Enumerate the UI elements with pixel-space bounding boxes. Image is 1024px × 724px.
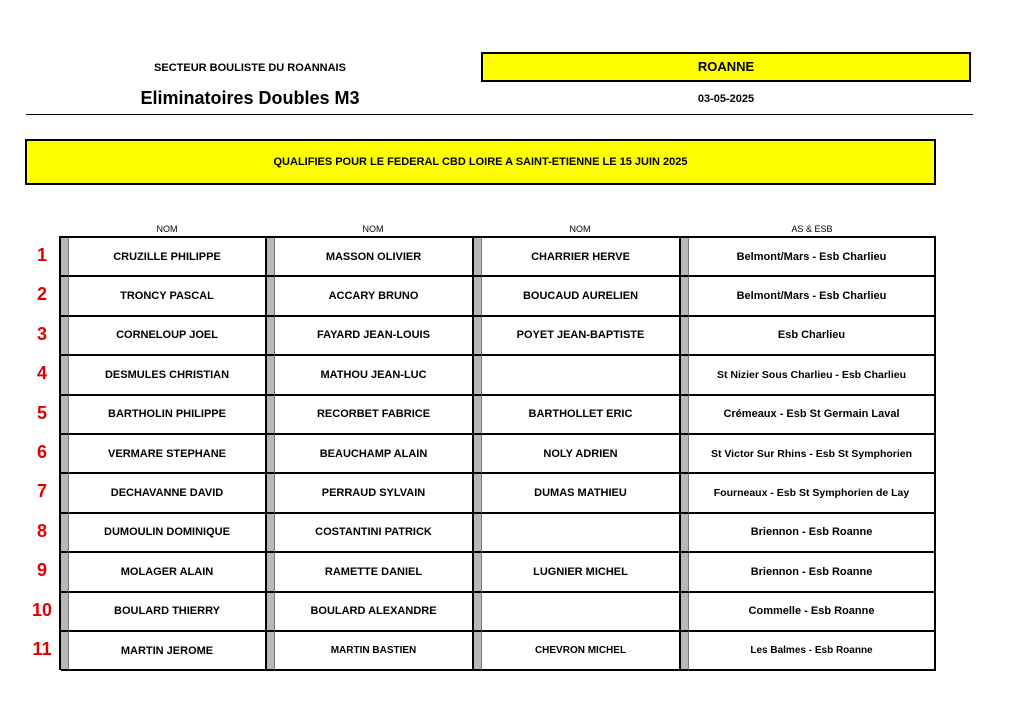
player-1-cell: TRONCY PASCAL [69, 277, 267, 316]
qualifiers-table [59, 236, 936, 670]
club-cell: St Nizier Sous Charlieu - Esb Charlieu [689, 356, 936, 395]
cell-shade-bar [474, 277, 482, 316]
cell-shade-bar [267, 356, 275, 395]
cell-shade-bar [681, 514, 689, 553]
table-row [61, 238, 936, 277]
row-number: 5 [36, 402, 47, 423]
club-cell: Belmont/Mars - Esb Charlieu [689, 277, 936, 316]
player-1-cell: BARTHOLIN PHILIPPE [69, 396, 267, 435]
player-2-cell: MATHOU JEAN-LUC [275, 356, 474, 395]
row-number: 8 [36, 520, 47, 541]
player-2-cell: MARTIN BASTIEN [275, 632, 474, 671]
cell-shade-bar [474, 356, 482, 395]
player-1-cell: BOULARD THIERRY [69, 593, 267, 632]
club-cell: Fourneaux - Esb St Symphorien de Lay [689, 474, 936, 513]
player-3-cell: DUMAS MATHIEU [482, 474, 681, 513]
cell-shade-bar [61, 553, 69, 592]
player-3-cell [482, 514, 681, 553]
cell-shade-bar [681, 474, 689, 513]
player-2-cell: BEAUCHAMP ALAIN [275, 435, 474, 474]
cell-shade-bar [681, 356, 689, 395]
club-cell: Briennon - Esb Roanne [689, 514, 936, 553]
cell-shade-bar [61, 632, 69, 671]
player-3-cell: BOUCAUD AURELIEN [482, 277, 681, 316]
header-divider [26, 114, 973, 115]
cell-shade-bar [474, 238, 482, 277]
organization-name: SECTEUR BOULISTE DU ROANNAIS [154, 62, 346, 74]
table-row [61, 514, 936, 553]
table-row [61, 632, 936, 671]
cell-shade-bar [681, 277, 689, 316]
player-2-cell: RECORBET FABRICE [275, 396, 474, 435]
player-3-cell: NOLY ADRIEN [482, 435, 681, 474]
player-3-cell: CHARRIER HERVE [482, 238, 681, 277]
club-cell: Belmont/Mars - Esb Charlieu [689, 238, 936, 277]
cell-shade-bar [474, 553, 482, 592]
player-1-cell: CRUZILLE PHILIPPE [69, 238, 267, 277]
row-number: 3 [36, 323, 47, 344]
player-3-cell [482, 593, 681, 632]
cell-shade-bar [474, 632, 482, 671]
column-header-nom-1: NOM [156, 224, 178, 234]
cell-shade-bar [267, 238, 275, 277]
cell-shade-bar [474, 435, 482, 474]
club-cell: Crémeaux - Esb St Germain Laval [689, 396, 936, 435]
table-row [61, 277, 936, 316]
player-2-cell: ACCARY BRUNO [275, 277, 474, 316]
city-banner: ROANNE [481, 52, 971, 82]
row-number: 1 [36, 245, 47, 265]
table-row [61, 317, 936, 356]
table-row [61, 435, 936, 474]
cell-shade-bar [474, 474, 482, 513]
table-row [61, 553, 936, 592]
column-header-club: AS & ESB [791, 224, 833, 234]
cell-shade-bar [267, 317, 275, 356]
club-cell: Esb Charlieu [689, 317, 936, 356]
cell-shade-bar [267, 277, 275, 316]
club-cell: Les Balmes - Esb Roanne [689, 632, 936, 671]
cell-shade-bar [267, 396, 275, 435]
player-3-cell: CHEVRON MICHEL [482, 632, 681, 671]
player-2-cell: PERRAUD SYLVAIN [275, 474, 474, 513]
cell-shade-bar [267, 593, 275, 632]
player-1-cell: VERMARE STEPHANE [69, 435, 267, 474]
club-cell: Briennon - Esb Roanne [689, 553, 936, 592]
player-2-cell: BOULARD ALEXANDRE [275, 593, 474, 632]
player-1-cell: DECHAVANNE DAVID [69, 474, 267, 513]
column-header-nom-2: NOM [362, 224, 384, 234]
player-3-cell: POYET JEAN-BAPTISTE [482, 317, 681, 356]
player-1-cell: CORNELOUP JOEL [69, 317, 267, 356]
row-number: 9 [36, 560, 47, 581]
table-row [61, 396, 936, 435]
player-2-cell: COSTANTINI PATRICK [275, 514, 474, 553]
cell-shade-bar [474, 593, 482, 632]
row-number: 7 [36, 481, 47, 502]
cell-shade-bar [681, 238, 689, 277]
table-row [61, 474, 936, 513]
player-1-cell: MOLAGER ALAIN [69, 553, 267, 592]
column-header-nom-3: NOM [569, 224, 591, 234]
cell-shade-bar [267, 632, 275, 671]
player-2-cell: RAMETTE DANIEL [275, 553, 474, 592]
cell-shade-bar [61, 277, 69, 316]
cell-shade-bar [61, 593, 69, 632]
cell-shade-bar [681, 632, 689, 671]
player-2-cell: MASSON OLIVIER [275, 238, 474, 277]
player-3-cell: LUGNIER MICHEL [482, 553, 681, 592]
cell-shade-bar [267, 474, 275, 513]
event-date: 03-05-2025 [697, 93, 755, 105]
row-number: 11 [32, 639, 52, 659]
cell-shade-bar [681, 396, 689, 435]
cell-shade-bar [61, 317, 69, 356]
table-row [61, 356, 936, 395]
qualification-banner: QUALIFIES POUR LE FEDERAL CBD LOIRE A SAINT-ETIENNE LE 15 JUIN 2025 [25, 139, 936, 185]
cell-shade-bar [61, 396, 69, 435]
cell-shade-bar [681, 553, 689, 592]
row-number: 4 [36, 363, 47, 384]
cell-shade-bar [681, 435, 689, 474]
player-2-cell: FAYARD JEAN-LOUIS [275, 317, 474, 356]
page-title: Eliminatoires Doubles M3 [140, 88, 360, 108]
table-row [61, 593, 936, 632]
cell-shade-bar [267, 435, 275, 474]
player-1-cell: MARTIN JEROME [69, 632, 267, 671]
cell-shade-bar [267, 553, 275, 592]
player-3-cell [482, 356, 681, 395]
cell-shade-bar [61, 474, 69, 513]
club-cell: Commelle - Esb Roanne [689, 593, 936, 632]
cell-shade-bar [474, 396, 482, 435]
row-number: 10 [31, 599, 53, 620]
row-number: 2 [36, 284, 47, 305]
cell-shade-bar [474, 317, 482, 356]
cell-shade-bar [61, 435, 69, 474]
player-1-cell: DESMULES CHRISTIAN [69, 356, 267, 395]
cell-shade-bar [474, 514, 482, 553]
cell-shade-bar [61, 514, 69, 553]
row-number: 6 [36, 442, 47, 462]
cell-shade-bar [681, 593, 689, 632]
cell-shade-bar [61, 238, 69, 277]
club-cell: St Victor Sur Rhins - Esb St Symphorien [689, 435, 936, 474]
cell-shade-bar [267, 514, 275, 553]
player-3-cell: BARTHOLLET ERIC [482, 396, 681, 435]
player-1-cell: DUMOULIN DOMINIQUE [69, 514, 267, 553]
cell-shade-bar [61, 356, 69, 395]
cell-shade-bar [681, 317, 689, 356]
